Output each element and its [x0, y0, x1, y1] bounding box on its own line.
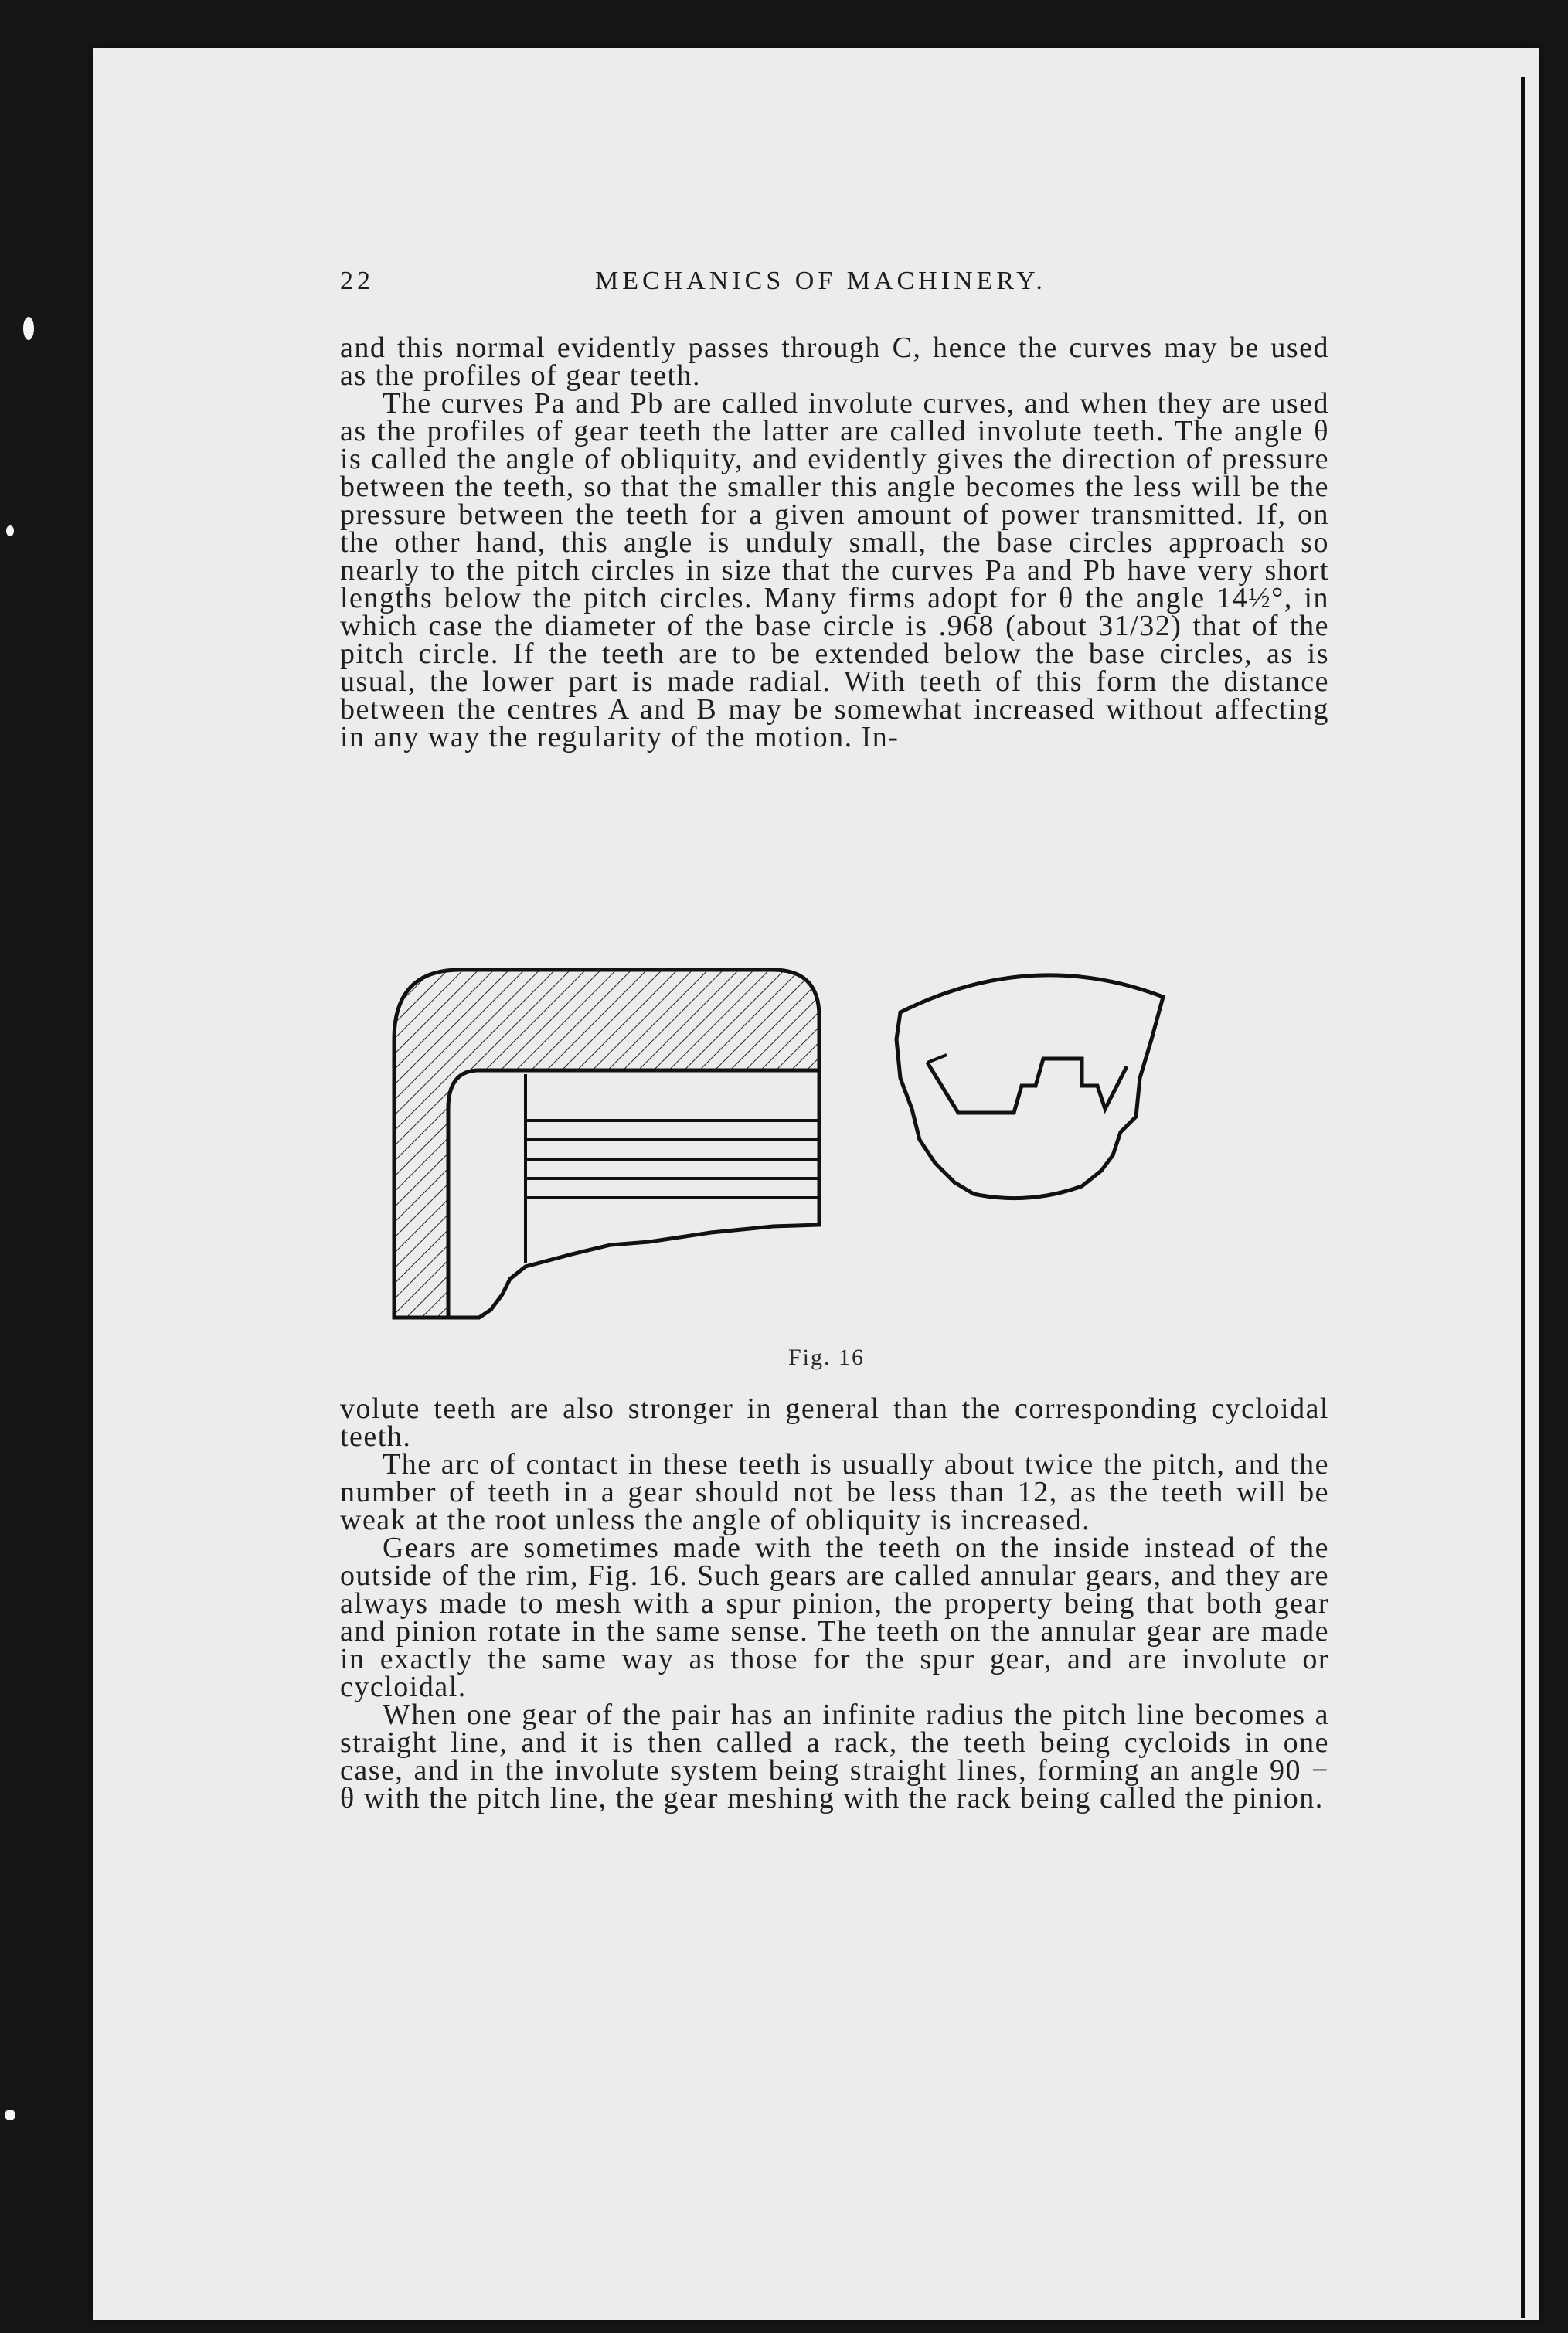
paragraph: When one gear of the pair has an infinite radius the pitch line becomes a straight line, and it is then called a rack, the teeth being cycloids in one case, and in the involute system being straight lines, forming an angle 90 − θ with the pitch line, the gear meshing with the rack being called the pinion.: [340, 1699, 1329, 1814]
margin-speck: [23, 317, 34, 340]
paragraph: and this normal evidently passes through C, hence the curves may be used as the profiles of gear teeth.: [340, 332, 1329, 392]
figure-16: [386, 954, 1329, 1356]
text-block-upper: [340, 334, 1329, 751]
paragraph: Gears are sometimes made with the teeth on the inside instead of the outside of the rim, Fig. 16. Such gears are called annular gears, and they are always made to mesh with a spur pinion, the property being that both gear and pinion rotate in the same sense. The teeth on the annular gear are made in exactly the same way as those for the spur gear, and are involute or cycloidal.: [340, 1532, 1329, 1703]
gear-illustration: [386, 954, 1329, 1356]
paragraph: The arc of contact in these teeth is usually about twice the pitch, and the number of teeth in a gear should not be less than 12, as the teeth will be weak at the root unless the angle of obliquity is increased.: [340, 1448, 1329, 1536]
page-edge: [1521, 77, 1525, 2318]
page-number: 22: [340, 267, 374, 295]
margin-speck: [5, 2110, 15, 2120]
figure-caption: Fig. 16: [788, 1345, 866, 1370]
paragraph: The curves Pa and Pb are called involute curves, and when they are used as the profiles of gear teeth the latter are called involute teeth. The angle θ is called the angle of obliquity, and evidently gives the direction of pressure between the teeth, so that the smaller this angle becomes the less will be the pressure between the teeth for a given amount of power transmitted. If, on the other hand, this angle is unduly small, the base circles approach so nearly to the pitch circles in size that the curves Pa and Pb have very short lengths below the pitch circles. Many firms adopt for θ the angle 14½°, in which case the diameter of the base circle is .968 (about 31/32) that of the pitch circle. If the teeth are to be extended below the base circles, as is usual, the lower part is made radial. With teeth of this form the distance between the centres A and B may be somewhat increased without affecting in any way the regularity of the motion. In-: [340, 387, 1329, 753]
annular-gear-section: [394, 970, 819, 1318]
page-header: [340, 267, 1345, 305]
margin-speck: [6, 525, 14, 536]
running-title: MECHANICS OF MACHINERY.: [595, 267, 1046, 295]
paragraph: volute teeth are also stronger in general than the corresponding cycloidal teeth.: [340, 1393, 1329, 1453]
text-block-lower: [340, 1395, 1329, 1812]
annular-gear-segment: [896, 975, 1163, 1199]
